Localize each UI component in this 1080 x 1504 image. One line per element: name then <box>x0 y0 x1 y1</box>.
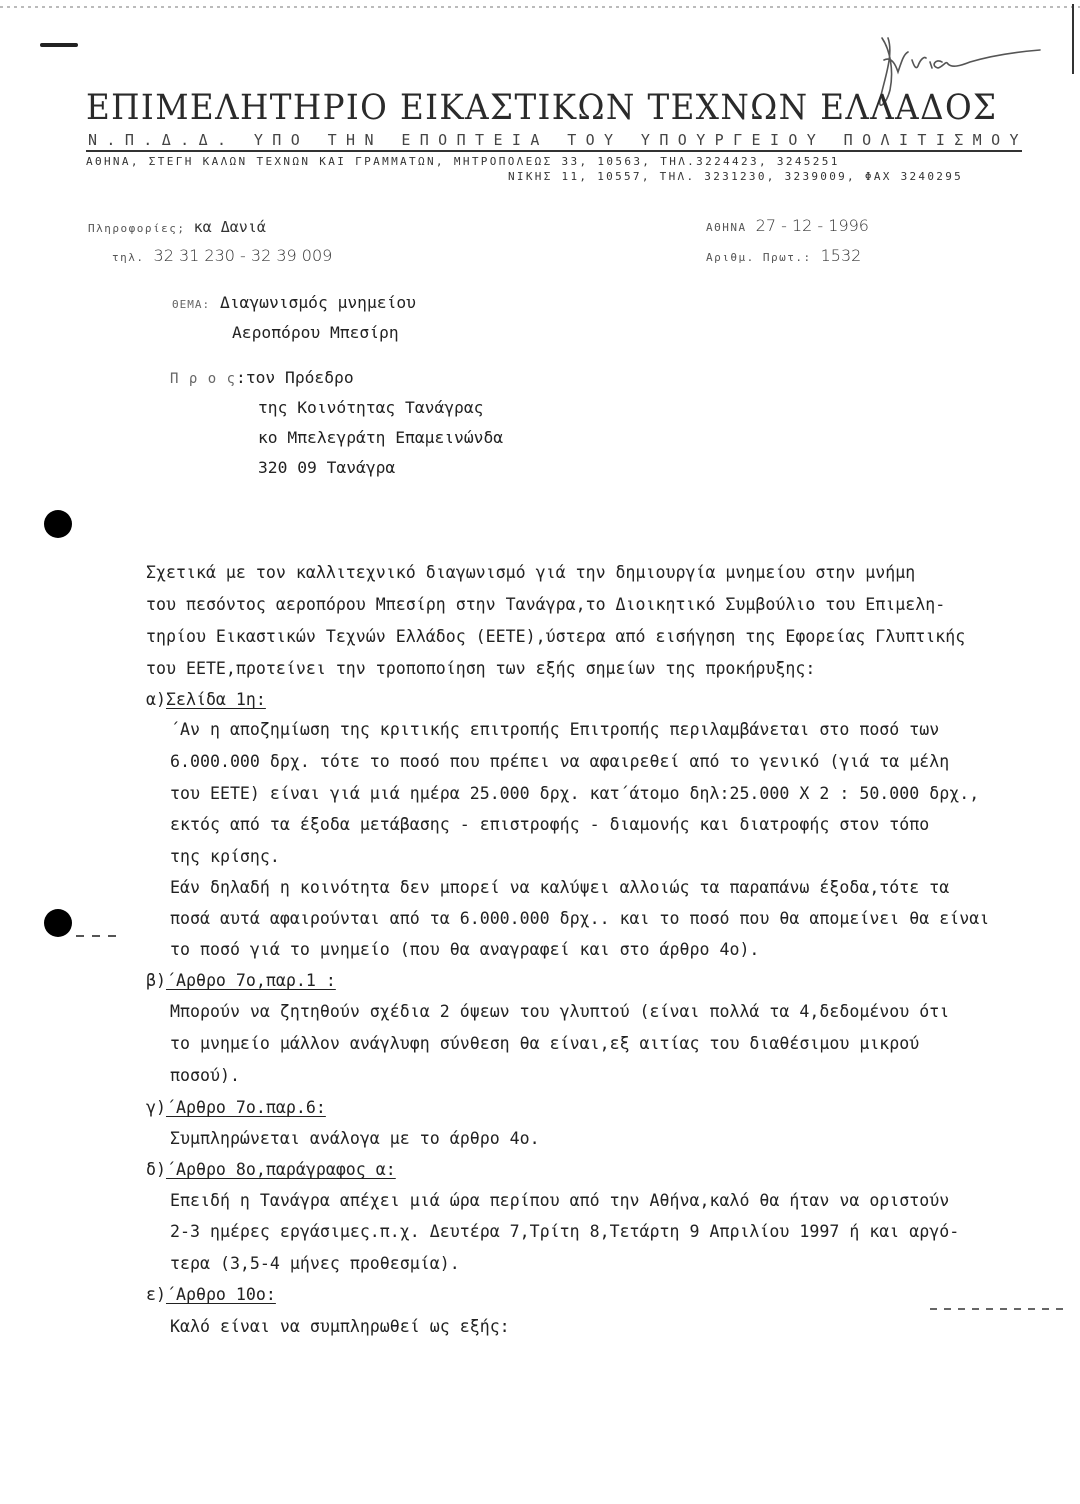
recipient-text-3: κο Μπελεγράτη Επαμεινώνδα <box>258 428 504 447</box>
recipient-label: Π ρ ο ς <box>170 371 237 387</box>
scan-mark <box>930 1308 1070 1310</box>
letter-date: 27 - 12 - 1996 <box>755 216 869 235</box>
contact-info: Πληροφορίες; κα Δανιά <box>88 218 266 236</box>
section-line: ποσά αυτά αφαιρούνται από τα 6.000.000 δρχ.. και το ποσό που θα απομείνει θα είναι <box>170 909 990 928</box>
protocol-label: Αριθμ. Πρωτ.: <box>706 251 812 264</box>
subject-label: ΘΕΜΑ: <box>172 298 211 311</box>
section-line: ποσού). <box>170 1066 240 1085</box>
contact-label: Πληροφορίες <box>88 222 178 235</box>
body-intro-line: του ΕΕΤΕ,προτείνει την τροποποίηση των εξής σημείων της προκήρυξης: <box>146 659 816 678</box>
punch-hole-icon <box>44 909 72 937</box>
section-title: ΄Αρθρο 8ο,παράγραφος α: <box>165 1160 396 1179</box>
section-line: εκτός από τα έξοδα μετάβασης - επιστροφής - διαμονής και διατροφής στον τόπο <box>170 815 930 834</box>
section-prefix: δ) <box>146 1160 166 1179</box>
protocol-info <box>706 246 861 265</box>
protocol-number: 1532 <box>820 246 862 265</box>
letterhead-rule <box>86 150 1022 152</box>
body-intro-line: Σχετικά με τον καλλιτεχνικό διαγωνισμό γιά την δημιουργία μνημείου στην μνήμη <box>146 563 916 582</box>
section-line: το ποσό γιά το μνημείο (που θα αναγραφεί και στο άρθρο 4ο). <box>170 940 760 959</box>
section-prefix: α) <box>146 690 166 709</box>
phone-label: τηλ. <box>112 251 145 264</box>
section-heading-d <box>146 1160 396 1179</box>
contact-name: κα Δανιά <box>193 218 266 236</box>
body-intro-line: του πεσόντος αεροπόρου Μπεσίρη στην Τανάγρα,το Διοικητικό Συμβούλιο του Επιμελη- <box>146 595 946 614</box>
city-label: ΑΘΗΝΑ <box>706 221 747 234</box>
section-prefix: ε) <box>146 1285 166 1304</box>
date-info <box>706 216 869 235</box>
letterhead-address-1: ΑΘΗΝΑ, ΣΤΕΓΗ ΚΑΛΩΝ ΤΕΧΝΩΝ ΚΑΙ ΓΡΑΜΜΑΤΩΝ, ΜΗΤΡΟΠΟΛΕΩΣ 33, 10563, ΤΗΛ.3224423, 3245251 <box>86 155 840 168</box>
section-title: ΄Αρθρο 7ο.παρ.6: <box>165 1098 326 1117</box>
letterhead-title: ΕΠΙΜΕΛΗΤΗΡΙΟ ΕΙΚΑΣΤΙΚΩΝ ΤΕΧΝΩΝ ΕΛΛΑΔΟΣ <box>86 88 998 128</box>
section-title: ΄Αρθρο 7ο,παρ.1 : <box>165 971 336 990</box>
section-line: 2-3 ημέρες εργάσιμες.π.χ. Δευτέρα 7,Τρίτη 8,Τετάρτη 9 Απριλίου 1997 ή και αργό- <box>170 1222 960 1241</box>
scan-edge-line <box>1072 4 1074 74</box>
scan-mark <box>76 935 116 937</box>
scan-mark <box>40 43 78 47</box>
section-line: τερα (3,5-4 μήνες προθεσμία). <box>170 1254 460 1273</box>
section-line: 6.000.000 δρχ. τότε το ποσό που πρέπει να αφαιρεθεί από το γενικό (γιά τα μέλη <box>170 752 950 771</box>
section-line: το μνημείο μάλλον ανάγλυφη σύνθεση θα είναι,εξ αιτίας του διαθέσιμου μικρού <box>170 1034 920 1053</box>
section-title: ΄Αρθρο 10ο: <box>165 1285 276 1304</box>
section-heading-b <box>146 971 336 990</box>
section-line: Εάν δηλαδή η κοινότητα δεν μπορεί να καλύψει αλλοιώς τα παραπάνω έξοδα,τότε τα <box>170 878 950 897</box>
letterhead-subtitle: Ν.Π.Δ.Δ. ΥΠΟ ΤΗΝ ΕΠΟΠΤΕΙΑ ΤΟΥ ΥΠΟΥΡΓΕΙΟΥ ΠΟΛΙΤΙΣΜΟΥ <box>88 131 1028 149</box>
punch-hole-icon <box>44 510 72 538</box>
section-prefix: γ) <box>146 1098 166 1117</box>
section-line: Επειδή η Τανάγρα απέχει μιά ώρα περίπου από την Αθήνα,καλό θα ήταν να οριστούν <box>170 1191 950 1210</box>
section-line: Συμπληρώνεται ανάλογα με το άρθρο 4ο. <box>170 1129 540 1148</box>
section-line: του ΕΕΤΕ) είναι γιά μιά ημέρα 25.000 δρχ. κατ΄άτομο δηλ:25.000 Χ 2 : 50.000 δρχ., <box>170 784 980 803</box>
subject-line-1 <box>172 293 416 312</box>
section-heading-c <box>146 1098 326 1117</box>
phone-info <box>112 246 332 265</box>
recipient-line-1 <box>170 368 354 387</box>
recipient-text-4: 320 09 Τανάγρα <box>258 458 396 477</box>
section-line: Μπορούν να ζητηθούν σχέδια 2 όψεων του γλυπτού (είναι πολλά τα 4,δεδομένου ότι <box>170 1002 950 1021</box>
section-heading-a <box>146 690 266 709</box>
section-line: ΄Αν η αποζημίωση της κριτικής επιτροπής Επιτροπής περιλαμβάνεται στο ποσό των <box>170 720 940 739</box>
subject-text-1: Διαγωνισμός μνημείου <box>219 293 416 312</box>
scan-edge-dots <box>0 6 1080 8</box>
section-line: της κρίσης. <box>170 847 280 866</box>
section-title: Σελίδα 1η: <box>165 690 266 709</box>
recipient-text-2: της Κοινότητας Τανάγρας <box>258 398 484 417</box>
phone-numbers: 32 31 230 - 32 39 009 <box>153 246 333 265</box>
recipient-text-1: :τον Πρόεδρο <box>236 368 354 387</box>
body-intro-line: τηρίου Εικαστικών Τεχνών Ελλάδος (ΕΕΤΕ),ύστερα από εισήγηση της Εφορείας Γλυπτικής <box>146 627 966 646</box>
section-heading-e <box>146 1285 276 1304</box>
section-line: Καλό είναι να συμπληρωθεί ως εξής: <box>170 1317 510 1336</box>
subject-text-2: Αεροπόρου Μπεσίρη <box>232 323 399 342</box>
letterhead-address-2: ΝΙΚΗΣ 11, 10557, ΤΗΛ. 3231230, 3239009, ΦΑΧ 3240295 <box>508 170 964 183</box>
section-prefix: β) <box>146 971 166 990</box>
